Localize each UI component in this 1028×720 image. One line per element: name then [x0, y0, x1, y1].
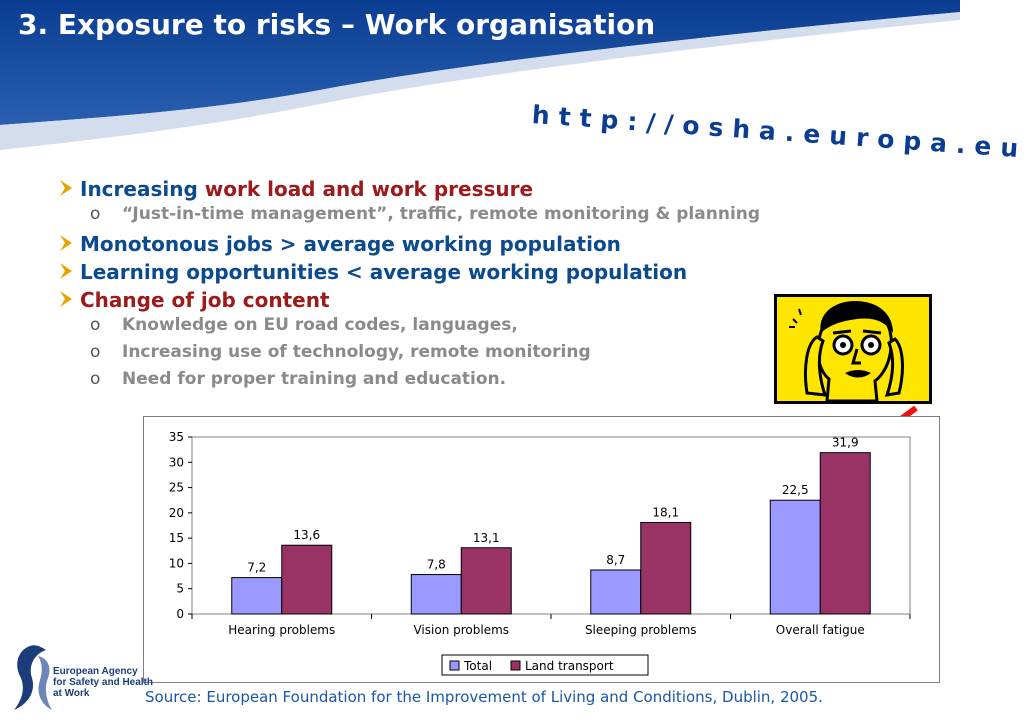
- logo-line-2: for Safety and Health: [53, 677, 154, 688]
- y-tick-label: 10: [168, 556, 184, 571]
- bullet-work-load-highlight: work load and work pressure: [204, 177, 534, 201]
- data-labels: [247, 436, 858, 575]
- bullet-learning-text: Learning opportunities < average working population: [80, 260, 688, 284]
- bullet-learning: [58, 258, 938, 286]
- bullet-job-content-text: Change of job content: [80, 288, 330, 312]
- sub-bullet-technology-text: Increasing use of technology, remote monitoring: [122, 342, 591, 362]
- bar-total: [770, 500, 820, 614]
- legend-swatch-land-transport: [511, 661, 520, 670]
- data-label: 7,2: [247, 560, 267, 575]
- y-tick-label: 25: [168, 480, 184, 495]
- x-axis: [192, 614, 910, 637]
- data-label: 22,5: [781, 483, 809, 498]
- osha-url[interactable]: http://osha.europa.eu: [530, 100, 1028, 164]
- bar-total: [591, 570, 641, 614]
- sub-bullet-knowledge-text: Knowledge on EU road codes, languages,: [122, 315, 518, 335]
- bar-chart-svg: [144, 417, 939, 682]
- x-tick-label: Hearing problems: [228, 623, 336, 637]
- y-tick-label: 20: [168, 505, 184, 520]
- arrow-bullet-icon: [58, 232, 74, 254]
- x-tick-label: Vision problems: [413, 623, 510, 637]
- source-citation: Source: European Foundation for the Improvement of Living and Conditions, Dublin, 2005.: [145, 688, 823, 706]
- data-label: 31,9: [831, 435, 859, 450]
- arrow-bullet-icon: [58, 177, 74, 199]
- bar-total: [411, 575, 461, 614]
- data-label: 7,8: [426, 557, 446, 572]
- bullet-work-load-prefix: Increasing: [80, 177, 205, 201]
- sub-bullet-marker: o: [90, 315, 101, 335]
- x-tick-label: Sleeping problems: [584, 623, 697, 637]
- stressed-face-illustration: [774, 294, 932, 404]
- bar-land-transport: [641, 522, 691, 614]
- logo-text: [53, 666, 153, 699]
- y-tick-label: 0: [176, 607, 184, 621]
- sub-bullet-training-text: Need for proper training and education.: [122, 369, 507, 389]
- legend-swatch-total: [450, 661, 459, 670]
- bullet-monotonous: [58, 230, 938, 258]
- y-tick-label: 15: [168, 531, 184, 546]
- y-tick-label: 30: [168, 455, 184, 470]
- bar-total: [232, 578, 282, 614]
- arrow-bullet-icon: [58, 260, 74, 282]
- sub-bullet-marker: o: [90, 204, 101, 224]
- data-label: 18,1: [652, 505, 680, 520]
- arrow-bullet-icon: [58, 288, 74, 310]
- bars: [232, 453, 871, 614]
- sub-bullet-marker: o: [90, 342, 101, 362]
- stressed-face-icon: [777, 297, 929, 401]
- legend-label: Total: [464, 659, 493, 673]
- logo-line-1: European Agency: [53, 666, 138, 677]
- bar-land-transport: [461, 548, 511, 614]
- bar-chart: [143, 416, 940, 683]
- logo-line-3: at Work: [53, 688, 90, 699]
- slide-title: 3. Exposure to risks – Work organisation: [18, 8, 656, 41]
- data-label: 8,7: [606, 553, 626, 568]
- legend: [442, 655, 648, 675]
- y-tick-label: 35: [168, 430, 184, 444]
- bar-land-transport: [820, 453, 870, 614]
- bullet-work-load: [58, 175, 938, 203]
- data-label: 13,6: [293, 528, 321, 543]
- y-tick-label: 5: [176, 581, 184, 596]
- sub-bullet-marker: o: [90, 369, 101, 389]
- x-tick-label: Overall fatigue: [775, 623, 865, 637]
- sub-bullet-jit: [58, 203, 938, 230]
- bullet-monotonous-text: Monotonous jobs > average working population: [80, 232, 621, 256]
- legend-label: Land transport: [525, 659, 614, 673]
- bar-land-transport: [282, 545, 332, 614]
- sub-bullet-jit-text: “Just-in-time management”, traffic, remote monitoring & planning: [122, 204, 761, 224]
- data-label: 13,1: [472, 530, 500, 545]
